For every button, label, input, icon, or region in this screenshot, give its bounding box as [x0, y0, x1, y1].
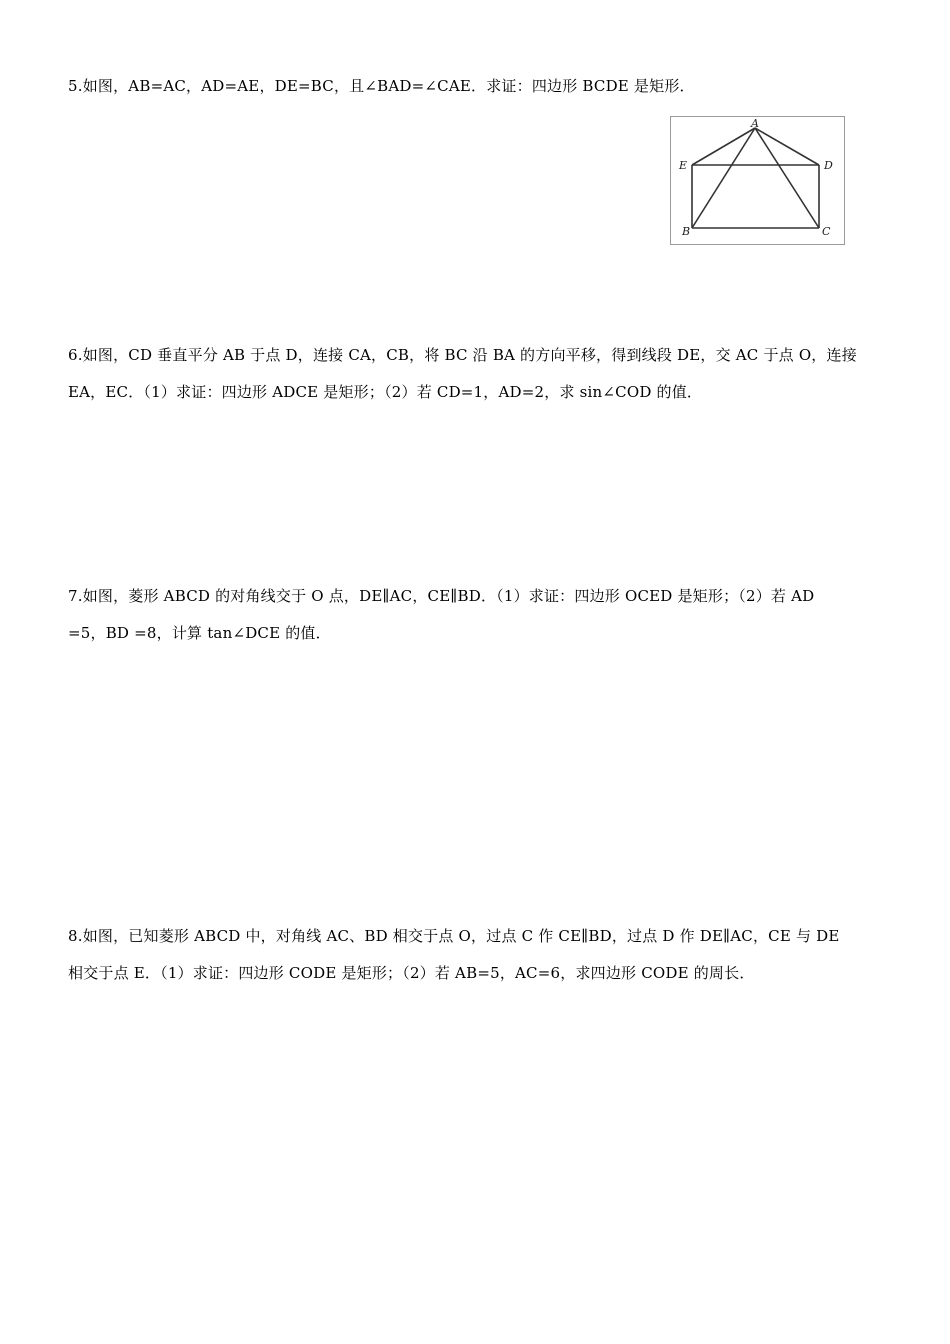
problem-5 [68, 68, 883, 105]
problem-7 [68, 578, 883, 652]
segment-AE [692, 128, 755, 165]
problem-8-line-1: 8.如图，已知菱形 ABCD 中，对角线 AC、BD 相交于点 O，过点 C 作 CE∥BD，过点 D 作 DE∥AC，CE 与 DE [68, 927, 840, 945]
problem-8 [68, 918, 883, 992]
label-B: B [682, 225, 691, 238]
geometry-diagram [671, 117, 844, 244]
segment-AB [692, 128, 755, 228]
label-E: E [679, 159, 688, 172]
segment-AD [755, 128, 819, 165]
figure-problem-5 [670, 116, 845, 245]
problem-6 [68, 337, 883, 411]
segment-AC [755, 128, 819, 228]
problem-8-line-2: 相交于点 E．（1）求证：四边形 CODE 是矩形；（2）若 AB=5，AC=6，求四边形 CODE 的周长． [68, 964, 755, 982]
problem-7-line-1: 7.如图，菱形 ABCD 的对角线交于 O 点，DE∥AC，CE∥BD．（1）求证：四边形 OCED 是矩形；（2）若 AD [68, 587, 815, 605]
problem-5-line-1: 5.如图，AB=AC，AD=AE，DE=BC，且∠BAD=∠CAE．求证：四边形 BCDE 是矩形． [68, 77, 695, 95]
label-D: D [824, 159, 833, 172]
problem-6-line-2: EA，EC．（1）求证：四边形 ADCE 是矩形；（2）若 CD=1，AD=2，求 sin∠COD 的值． [68, 383, 703, 401]
label-A: A [751, 117, 759, 130]
problem-7-line-2: =5，BD =8，计算 tan∠DCE 的值． [68, 624, 331, 642]
problem-6-line-1: 6.如图，CD 垂直平分 AB 于点 D，连接 CA，CB，将 BC 沿 BA 的方向平移，得到线段 DE，交 AC 于点 O，连接 [68, 346, 857, 364]
label-C: C [822, 225, 831, 238]
